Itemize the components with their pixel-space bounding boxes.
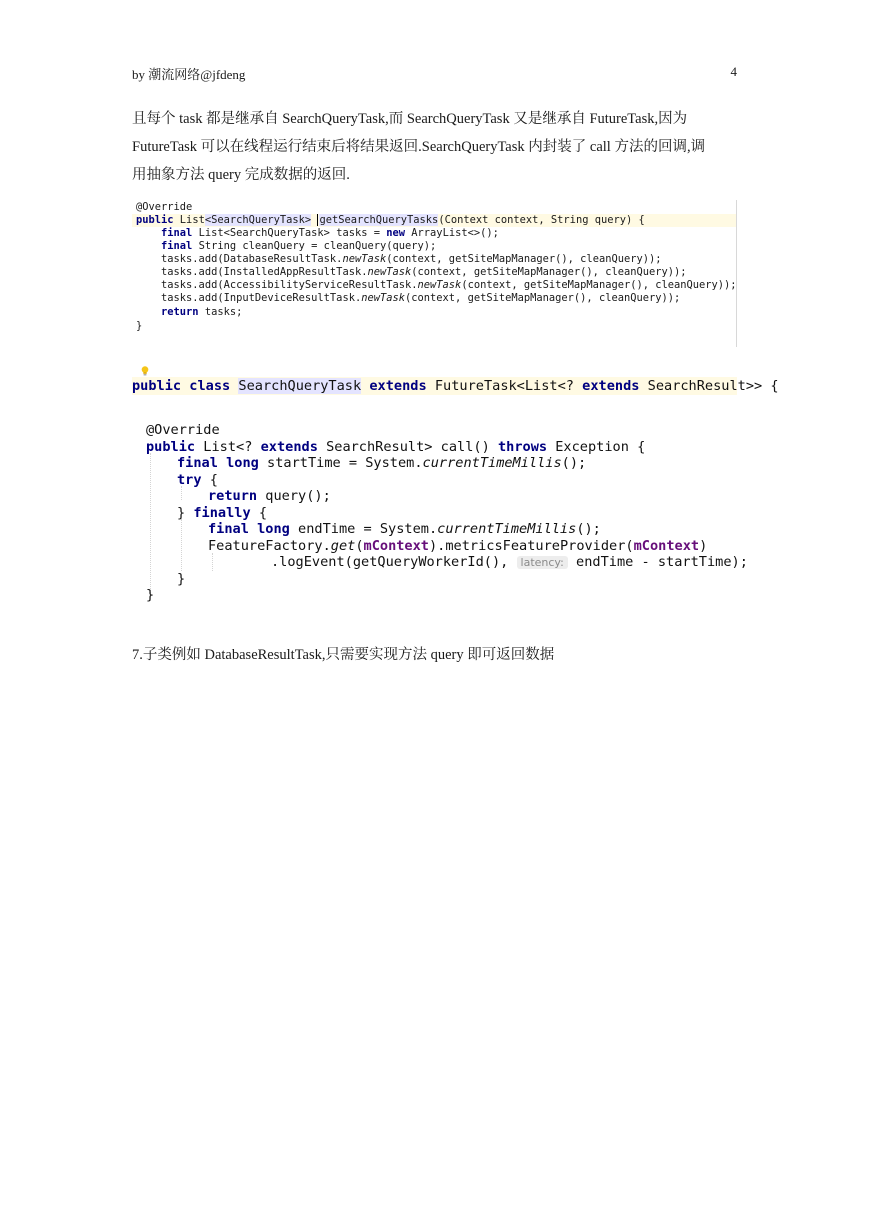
subclass-paragraph xyxy=(132,641,742,669)
indent-guide xyxy=(181,519,182,571)
code-line: } xyxy=(136,320,143,332)
indent-guide xyxy=(150,453,151,595)
code-line: tasks.add(InstalledAppResultTask.newTask(context, getSiteMapManager(), cleanQuery)); xyxy=(136,266,687,278)
code-line: tasks.add(InputDeviceResultTask.newTask(context, getSiteMapManager(), cleanQuery)); xyxy=(136,292,681,304)
code-line: return query(); xyxy=(208,488,331,504)
code-screenshot-search-query-task xyxy=(132,362,779,612)
code-line: @Override xyxy=(136,201,193,213)
intro-line-1: 且每个 task 都是继承自 SearchQueryTask,而 SearchQueryTask 又是继承自 FutureTask,因为 xyxy=(132,111,688,127)
parameter-hint-latency: latency: xyxy=(517,556,568,569)
subclass-text: 7.子类例如 DatabaseResultTask,只需要实现方法 query 即可返回数据 xyxy=(132,647,555,663)
author-credit: by 潮流网络@jfdeng xyxy=(132,67,246,82)
code-line: @Override xyxy=(146,422,220,438)
code-line: final long endTime = System.currentTimeMillis(); xyxy=(208,521,601,537)
intro-paragraph xyxy=(132,105,742,189)
code-line: public class SearchQueryTask extends FutureTask<List<? extends SearchResult>> { xyxy=(132,378,779,394)
code-line: return tasks; xyxy=(161,306,243,318)
code-line: } finally { xyxy=(177,505,268,521)
page-number: 4 xyxy=(730,64,737,79)
code-line: final String cleanQuery = cleanQuery(query); xyxy=(161,240,437,252)
code-line: tasks.add(AccessibilityServiceResultTask.newTask(context, getSiteMapManager(), cleanQuery)); xyxy=(136,279,737,291)
code-line: public List<? extends SearchResult> call() throws Exception { xyxy=(146,439,646,455)
code-line: try { xyxy=(177,472,218,488)
code-line: public List<SearchQueryTask> getSearchQueryTasks(Context context, String query) { xyxy=(136,214,645,226)
code-line: final long startTime = System.currentTimeMillis(); xyxy=(177,455,587,471)
intro-line-2: FutureTask 可以在线程运行结束后将结果返回.SearchQueryTask 内封装了 call 方法的回调,调 xyxy=(132,139,706,155)
code-line: } xyxy=(146,587,155,603)
intro-line-3: 用抽象方法 query 完成数据的返回. xyxy=(132,167,350,183)
code-line: FeatureFactory.get(mContext).metricsFeatureProvider(mContext) xyxy=(208,538,708,554)
code-line: .logEvent(getQueryWorkerId(), latency: endTime - startTime); xyxy=(271,554,748,570)
indent-guide xyxy=(212,553,213,571)
code-line: } xyxy=(177,571,186,587)
lightbulb-icon[interactable] xyxy=(141,366,149,376)
code-line: final List<SearchQueryTask> tasks = new ArrayList<>(); xyxy=(161,227,499,239)
code-line: tasks.add(DatabaseResultTask.newTask(context, getSiteMapManager(), cleanQuery)); xyxy=(136,253,662,265)
code-screenshot-get-search-query-tasks xyxy=(132,200,737,347)
